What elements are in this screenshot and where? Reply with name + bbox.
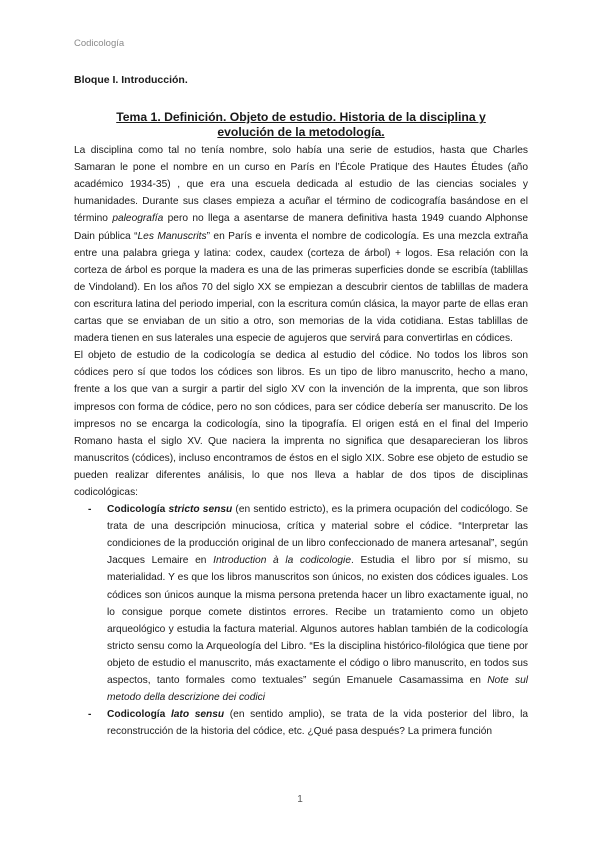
document-body [74,72,528,740]
paragraph-text: La disciplina como tal no tenía nombre, solo había una serie de estudios, hasta que Charles Samaran le pone el nombre en un curso en París en l’École Pratique des Hautes Études (año académico 1934-35) , que era una escuela dedicada al estudio de las ciencias sociales y humanidades. Durante sus clases empieza a acuñar el término de codicografía basándose en el término [74,145,528,225]
item-text: (en sentido estricto), es la primera ocupación del codicólogo. Se trata de una descripción minuciosa, crítica y material sobre el códice. “Interpretar las condiciones de la producción original de un libro confeccionado de manera artesanal”, según Jacques Lemaire en [107,504,528,567]
book-title: Note sul metodo della descrizione dei codici [107,675,528,704]
list-item [74,706,528,740]
chapter-title [74,110,528,140]
book-title: Les Manuscrits [137,230,207,242]
list-dash: - [88,709,92,721]
list-item [74,501,528,706]
paragraph-object-of-study: El objeto de estudio de la codicología se dedica al estudio del códice. No todos los libros son códices pero sí que todos los códices son libros. Es un tipo de libro manuscrito, hecho a mano, frente a los que van a surgir a partir del siglo XV con la invención de la imprenta, que son libros impresos con forma de códice, pero no son códices, para ser códice debería ser manuscrito. De los impresos no se encarga la codicología, sino la tipografía. El origen está en el final del Imperio Romano hasta el siglo XV. Que naciera la imprenta no significa que desaparecieran los libros manuscritos (códices), incluso encontramos de éstos en el siglo XIX. Sobre ese objeto de estudio se pueden realizar diferentes análisis, lo que nos lleva a hablar de dos tipos de disciplinas codicológicas: [74,350,528,498]
list-dash: - [88,504,92,516]
paragraph-intro [74,142,528,347]
paragraph-text: pero no llega a asentarse de manera definitiva hasta 1949 cuando Alphonse Dain pública “ [74,213,528,242]
section-heading: Bloque I. Introducción. [74,74,188,86]
chapter-title-line-2: evolución de la metodología. [217,125,385,140]
page-number: 1 [297,794,303,805]
term-qualifier: lato sensu [170,709,225,721]
item-text: . Estudia el libro por sí mismo, su materialidad. Y es que los libros manuscritos son únicos, no existen dos códices iguales. Los códices son únicos aunque la misma persona pretenda hacer un libro exactamente igual, no lo consigue porque comete distintos errores. Recibe un tratamiento como un objeto arqueológico y estudia la factura material. Algunos autores hablan también de la codicología stricto sensu como la Arqueología del Libro. “Es la disciplina histórico-filológica que tiene por objeto de estudio el manuscrito, más exactamente el código o libro manuscrito, en todos sus aspectos, tanto formales como textuales” según Emanuele Casamassima en [107,555,529,686]
item-text: (en sentido amplio), se trata de la vida posterior del libro, la reconstrucción de la historia del códice, etc. ¿Qué pasa después? La primera función [107,709,528,738]
chapter-title-line-1: Tema 1. Definición. Objeto de estudio. Historia de la disciplina y [116,110,486,125]
discipline-list [74,501,528,740]
italic-term: paleografía [112,213,164,225]
term-label: Codicología [107,709,171,721]
paragraph-text: ” en París e inventa el nombre de codicología. Es una mezcla extraña entre una palabra griega y latina: codex, caudex (corteza de árbol) + logos. Esa relación con la corteza de árbol es porque la madera es una de las primeras superficies donde se escribía (tablillas de Vindoland). En los años 70 del siglo XX se empiezan a descubrir cientos de tablillas de madera con escritura latina del periodo imperial, con la escritura común clásica, la mayor parte de ellas eran cartas que se enviaban de un sitio a otro, son memorias de la vida cotidiana. Estas tablillas de madera tienen en sus laterales una especie de agujeros que servirá para convertirlas en códices. [74,230,528,345]
term-qualifier: stricto sensu [168,504,233,516]
book-title: Introduction à la codicologie [213,555,351,567]
running-header: Codicología [74,38,125,49]
term-label: Codicología [107,504,169,516]
